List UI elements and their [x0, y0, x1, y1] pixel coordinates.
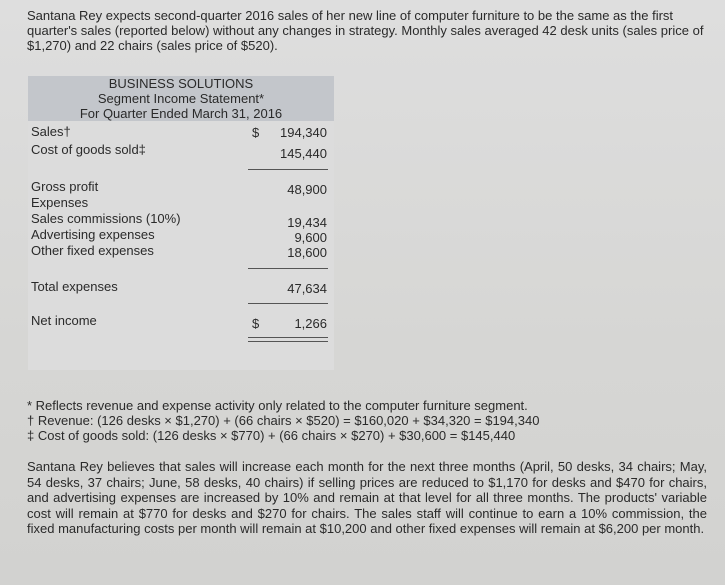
- other-fixed-value: 18,600: [287, 245, 327, 260]
- income-statement: [28, 76, 334, 370]
- statement-body: [28, 121, 334, 370]
- sales-label: Sales†: [31, 124, 71, 139]
- rule-net-income-2: [248, 341, 328, 342]
- other-fixed-label: Other fixed expenses: [31, 243, 154, 258]
- net-income-label: Net income: [31, 313, 97, 328]
- gross-profit-value: 48,900: [287, 182, 327, 197]
- closing-paragraph: Santana Rey believes that sales will increase each month for the next three months (April, 50 desks, 34 chairs; May, 54 desks, 37 chairs; June, 58 desks, 40 chairs) if selling prices are reduced to $1,170 for desks and $470 for chairs, and advertising expenses are increased by 10% and remain at that level for all three months. The products' variable cost will remain at $770 for desks and $270 for chairs. The sales staff will continue to earn a 10% commission, the fixed manufacturing costs per month will remain at $10,200 and other fixed expenses will remain at $6,200 per month.: [27, 459, 707, 536]
- rule-net-income-1: [248, 337, 328, 338]
- footnote-revenue: † Revenue: (126 desks × $1,270) + (66 chairs × $520) = $160,020 + $34,320 = $194,340: [27, 413, 540, 428]
- expenses-label: Expenses: [31, 195, 89, 210]
- total-expenses-value: 47,634: [287, 281, 327, 296]
- advertising-value: 9,600: [294, 230, 327, 245]
- advertising-label: Advertising expenses: [31, 227, 155, 242]
- total-expenses-label: Total expenses: [31, 279, 118, 294]
- footnote-cogs: ‡ Cost of goods sold: (126 desks × $770) + (66 chairs × $270) + $30,600 = $145,440: [27, 428, 516, 443]
- net-income-dollar-sign: $: [252, 316, 260, 331]
- cogs-value: 145,440: [280, 146, 327, 161]
- statement-period: For Quarter Ended March 31, 2016: [79, 106, 283, 121]
- sales-value: 194,340: [280, 125, 327, 140]
- footnotes: [27, 398, 707, 443]
- rule-cogs: [248, 169, 328, 170]
- statement-header: [28, 76, 334, 121]
- net-income-value: 1,266: [294, 316, 327, 331]
- statement-title: Segment Income Statement*: [97, 91, 265, 106]
- sales-dollar-sign: $: [252, 125, 260, 140]
- rule-expenses: [248, 268, 328, 269]
- gross-profit-label: Gross profit: [31, 179, 99, 194]
- intro-paragraph: Santana Rey expects second-quarter 2016 sales of her new line of computer furniture to be the same as the first quarter's sales (reported below) without any changes in strategy. Monthly sales averaged 42 desk units (sales price of $1,270) and 22 chairs (sales price of $520).: [27, 8, 704, 53]
- cogs-label: Cost of goods sold‡: [31, 142, 146, 157]
- commissions-label: Sales commissions (10%): [31, 211, 181, 226]
- footnote-asterisk: * Reflects revenue and expense activity only related to the computer furniture segment.: [27, 398, 528, 413]
- commissions-value: 19,434: [287, 215, 327, 230]
- company-name: BUSINESS SOLUTIONS: [108, 76, 254, 91]
- rule-total-expenses: [248, 303, 328, 304]
